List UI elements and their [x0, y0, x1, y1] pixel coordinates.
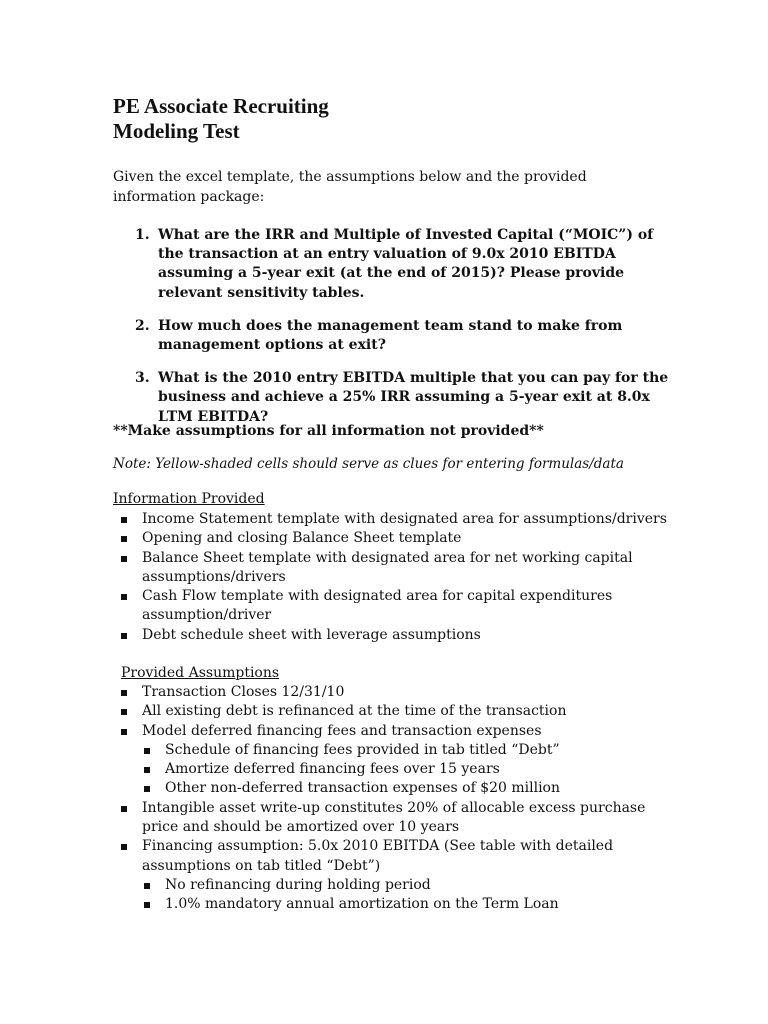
square-bullet-icon	[121, 536, 127, 542]
list-item	[113, 626, 673, 645]
question-item	[113, 317, 673, 355]
list-item-text: Income Statement template with designated area for assumptions/drivers	[142, 511, 667, 527]
information-provided-heading: Information Provided	[113, 491, 265, 507]
sub-list-item	[113, 741, 673, 760]
square-bullet-icon	[144, 767, 150, 773]
question-item	[113, 226, 673, 303]
list-item	[113, 722, 673, 741]
list-item-text: Other non-deferred transaction expenses of $20 million	[165, 780, 561, 797]
square-bullet-icon	[121, 806, 127, 812]
list-item-text: Balance Sheet template with designated area for net working capital assumptions/drivers	[142, 549, 633, 585]
sub-list-item	[113, 895, 673, 914]
intro-paragraph: Given the excel template, the assumptions below and the provided information package:	[113, 169, 587, 205]
square-bullet-icon	[121, 844, 127, 850]
title-line-1: PE Associate Recruiting	[113, 94, 329, 118]
information-provided-list	[113, 510, 673, 645]
assumptions-note: **Make assumptions for all information not provided**	[113, 423, 544, 439]
list-item	[113, 683, 673, 702]
square-bullet-icon	[144, 883, 150, 889]
list-item-text: Amortize deferred financing fees over 15 years	[165, 761, 500, 778]
square-bullet-icon	[144, 902, 150, 908]
question-number: 1.	[135, 227, 150, 243]
title-line-2: Modeling Test	[113, 119, 240, 143]
list-item-text: Transaction Closes 12/31/10	[142, 684, 345, 700]
question-number: 2.	[135, 317, 150, 334]
list-item-text: No refinancing during holding period	[165, 876, 431, 893]
square-bullet-icon	[121, 594, 127, 600]
list-item	[113, 799, 673, 838]
square-bullet-icon	[144, 748, 150, 754]
square-bullet-icon	[121, 517, 127, 523]
list-item-text: Financing assumption: 5.0x 2010 EBITDA (See table with detailed assumptions on tab titled “Debt”)	[142, 838, 614, 874]
list-item-text: All existing debt is refinanced at the time of the transaction	[142, 703, 567, 720]
list-item-text: Intangible asset write-up constitutes 20% of allocable excess purchase price and should be amortized over 10 years	[142, 799, 646, 836]
list-item-text: Debt schedule sheet with leverage assumptions	[142, 626, 481, 643]
list-item	[113, 529, 673, 548]
list-item-text: 1.0% mandatory annual amortization on the Term Loan	[165, 896, 559, 913]
sub-list-item	[113, 779, 673, 798]
question-number: 3.	[135, 370, 150, 387]
sub-list-item	[113, 760, 673, 779]
square-bullet-icon	[121, 729, 127, 735]
note-text: : Yellow-shaded cells should serve as clues for entering formulas/data	[146, 456, 624, 472]
question-text: What are the IRR and Multiple of Invested Capital (“MOIC”) of the transaction at an entry valuation of 9.0x 2010 EBITDA assuming a 5-year exit (at the end of 2015)? Please provide relevant sensitivity tables.	[158, 227, 654, 301]
list-item	[113, 510, 673, 529]
document-title	[113, 94, 329, 144]
square-bullet-icon	[121, 633, 127, 639]
italic-note	[113, 455, 624, 474]
square-bullet-icon	[121, 556, 127, 562]
list-item-text: Opening and closing Balance Sheet template	[142, 530, 462, 547]
square-bullet-icon	[144, 786, 150, 792]
question-text: What is the 2010 entry EBITDA multiple that you can pay for the business and achieve a 25% IRR assuming a 5-year exit at 8.0x LTM EBITDA?	[158, 370, 669, 425]
provided-assumptions-list	[113, 683, 673, 915]
list-item	[113, 702, 673, 721]
provided-assumptions-heading: Provided Assumptions	[121, 665, 280, 681]
question-item	[113, 369, 673, 427]
list-item	[113, 587, 673, 626]
question-list	[113, 226, 673, 441]
list-item-text: Cash Flow template with designated area for capital expenditures assumption/driver	[142, 588, 613, 624]
square-bullet-icon	[121, 690, 127, 696]
list-item-text: Model deferred financing fees and transaction expenses	[142, 722, 542, 739]
list-item-text: Schedule of financing fees provided in tab titled “Debt”	[165, 741, 560, 758]
question-text: How much does the management team stand to make from management options at exit?	[158, 317, 623, 354]
note-lead: Note	[113, 456, 147, 472]
list-item	[113, 549, 673, 588]
square-bullet-icon	[121, 709, 127, 715]
sub-list-item	[113, 876, 673, 895]
list-item	[113, 837, 673, 876]
